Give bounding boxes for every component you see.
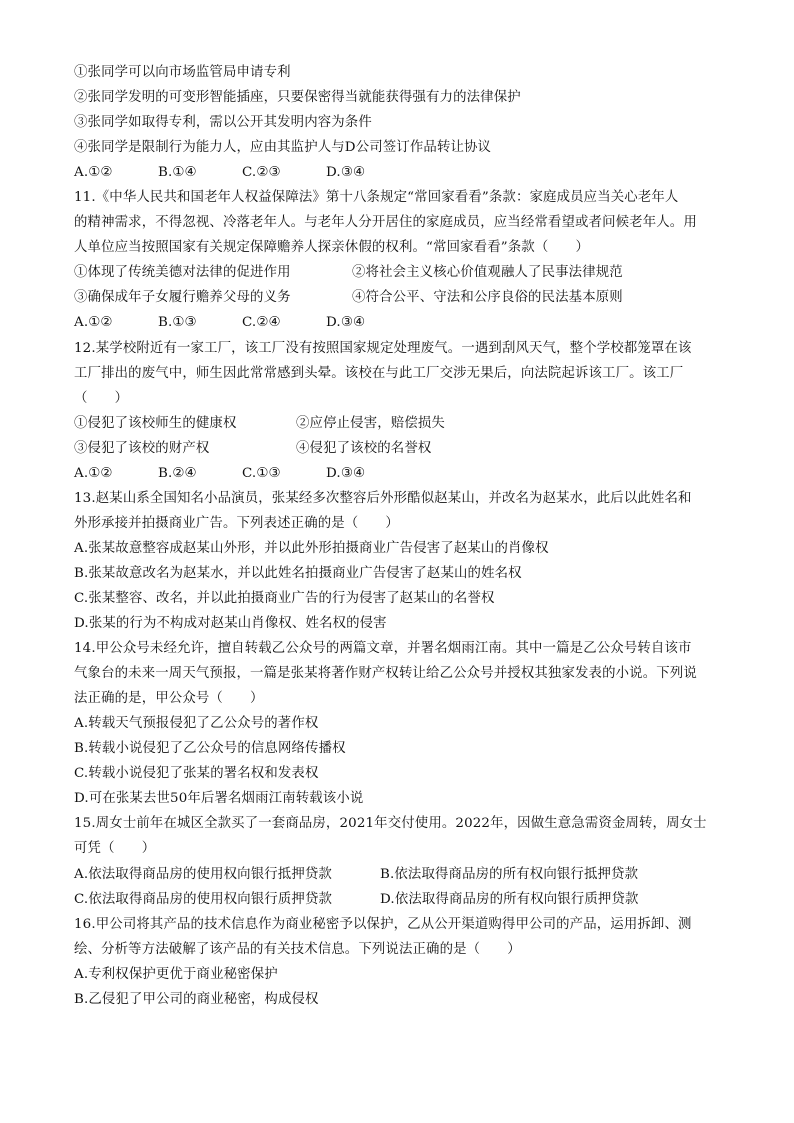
- q15-choice-a[interactable]: A.依法取得商品房的使用权向银行抵押贷款: [74, 866, 332, 882]
- q10-option-d[interactable]: D.③④: [326, 165, 366, 181]
- q14-choice-b[interactable]: B.转载小说侵犯了乙公众号的信息网络传播权: [74, 741, 346, 757]
- q11-item-4: ④符合公平、守法和公序良俗的民法基本原则: [352, 290, 623, 306]
- q11-options: [74, 310, 724, 335]
- q10-item-3: ③张同学如取得专利，需以公开其发明内容为条件: [74, 115, 372, 131]
- q15-stem-line-2: 可凭（ ）: [74, 841, 156, 857]
- q10-item-4: ④张同学是限制行为能力人，应由其监护人与D公司签订作品转让协议: [74, 140, 492, 156]
- q10-options: [74, 160, 724, 185]
- q16-choice-b[interactable]: B.乙侵犯了甲公司的商业秘密，构成侵权: [74, 991, 319, 1007]
- q12-stem-line-3: （ ）: [74, 390, 129, 406]
- q12-option-c[interactable]: C.①③: [242, 465, 281, 481]
- q11-option-c[interactable]: C.②④: [242, 315, 281, 331]
- q12-option-b[interactable]: B.②④: [158, 465, 197, 481]
- q11-items-row-1: [74, 260, 724, 285]
- q10-item-1: ①张同学可以向市场监管局申请专利: [74, 65, 291, 80]
- q10-option-a[interactable]: A.①②: [74, 165, 113, 181]
- q12-options: [74, 461, 724, 486]
- q13-stem-line-2: 外形承接并拍摄商业广告。下列表述正确的是（ ）: [74, 515, 399, 531]
- exam-page: [74, 60, 724, 1012]
- q12-item-2: ②应停止侵害，赔偿损失: [296, 415, 445, 431]
- q14-stem-line-3: 法正确的是，甲公众号（ ）: [74, 691, 264, 707]
- q11-option-b[interactable]: B.①③: [158, 315, 197, 331]
- q15-choice-d[interactable]: D.依法取得商品房的所有权向银行质押贷款: [380, 891, 639, 907]
- q12-items-row-2: [74, 436, 724, 461]
- q11-item-1: ①体现了传统美德对法律的促进作用: [74, 265, 291, 281]
- q13-choice-a[interactable]: A.张某故意整容成赵某山外形，并以此外形拍摄商业广告侵害了赵某山的肖像权: [74, 540, 549, 556]
- q11-item-3: ③确保成年子女履行赡养父母的义务: [74, 290, 291, 306]
- q12-option-d[interactable]: D.③④: [326, 465, 366, 481]
- q11-stem-line-3: 人单位应当按照国家有关规定保障赡养人探亲休假的权利。“常回家看看”条款（ ）: [74, 240, 589, 256]
- q14-choice-d[interactable]: D.可在张某去世50年后署名烟雨江南转载该小说: [74, 791, 364, 807]
- q12-item-1: ①侵犯了该校师生的健康权: [74, 415, 237, 431]
- q13-stem-line-1: 13.赵某山系全国知名小品演员，张某经多次整容后外形酷似赵某山，并改名为赵某水，此后以此姓名和: [74, 490, 692, 506]
- q11-option-a[interactable]: A.①②: [74, 315, 113, 331]
- q16-choice-a[interactable]: A.专利权保护更优于商业秘密保护: [74, 966, 278, 982]
- q12-item-3: ③侵犯了该校的财产权: [74, 440, 210, 456]
- q14-choice-c[interactable]: C.转载小说侵犯了张某的署名权和发表权: [74, 766, 319, 782]
- q11-stem-line-1: 11.《中华人民共和国老年人权益保障法》第十八条规定“常回家看看”条款：家庭成员应当关心老年人: [74, 190, 679, 206]
- q12-stem-line-1: 12.某学校附近有一家工厂，该工厂没有按照国家规定处理废气。一遇到刮风天气，整个学校都笼罩在该: [74, 340, 692, 356]
- q11-option-d[interactable]: D.③④: [326, 315, 366, 331]
- q15-choice-b[interactable]: B.依法取得商品房的所有权向银行抵押贷款: [380, 866, 639, 882]
- q13-choice-c[interactable]: C.张某整容、改名，并以此拍摄商业广告的行为侵害了赵某山的名誉权: [74, 590, 495, 606]
- q11-item-2: ②将社会主义核心价值观融人了民事法律规范: [352, 265, 623, 281]
- q12-items-row-1: [74, 411, 724, 436]
- q12-stem-line-2: 工厂排出的废气中，师生因此常常感到头晕。该校在与此工厂交涉无果后，向法院起诉该工厂。该工厂: [74, 365, 684, 381]
- q11-stem-line-2: 的精神需求，不得忽视、冷落老年人。与老年人分开居住的家庭成员，应当经常看望或者问候老年人。用: [74, 215, 697, 231]
- q15-choices-row-2: [74, 887, 724, 912]
- q15-choices-row-1: [74, 862, 724, 887]
- q15-stem-line-1: 15.周女士前年在城区全款买了一套商品房，2021年交付使用。2022年，因做生意急需资金周转，周女士: [74, 816, 707, 832]
- q15-choice-c[interactable]: C.依法取得商品房的使用权向银行质押贷款: [74, 891, 333, 907]
- q13-choice-b[interactable]: B.张某故意改名为赵某水，并以此姓名拍摄商业广告侵害了赵某山的姓名权: [74, 565, 522, 581]
- q12-item-4: ④侵犯了该校的名誉权: [296, 440, 432, 456]
- q10-item-2: ②张同学发明的可变形智能插座，只要保密得当就能获得强有力的法律保护: [74, 90, 521, 106]
- q16-stem-line-1: 16.甲公司将其产品的技术信息作为商业秘密予以保护，乙从公开渠道购得甲公司的产品，运用拆卸、测: [74, 916, 692, 932]
- q14-choice-a[interactable]: A.转载天气预报侵犯了乙公众号的著作权: [74, 716, 319, 732]
- q14-stem-line-2: 气象台的未来一周天气预报，一篇是张某将著作财产权转让给乙公众号并授权其独家发表的小说。下列说: [74, 666, 697, 682]
- q16-stem-line-2: 绘、分析等方法破解了该产品的有关技术信息。下列说法正确的是（ ）: [74, 941, 521, 957]
- q10-option-c[interactable]: C.②③: [242, 165, 281, 181]
- q11-items-row-2: [74, 285, 724, 310]
- q12-option-a[interactable]: A.①②: [74, 465, 113, 481]
- q10-option-b[interactable]: B.①④: [158, 165, 197, 181]
- q13-choice-d[interactable]: D.张某的行为不构成对赵某山肖像权、姓名权的侵害: [74, 616, 387, 632]
- q14-stem-line-1: 14.甲公众号未经允许，擅自转载乙公众号的两篇文章，并署名烟雨江南。其中一篇是乙公众号转自该市: [74, 641, 692, 657]
